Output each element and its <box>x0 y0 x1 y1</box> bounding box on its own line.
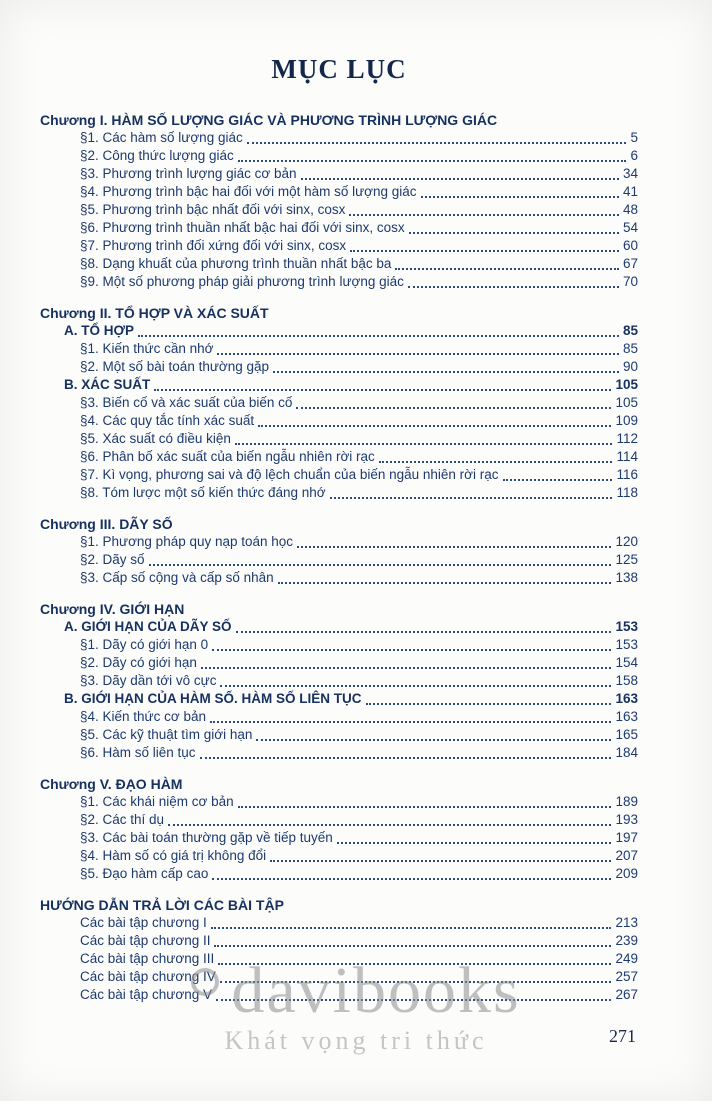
entry-label: §1. Các hàm số lượng giác <box>80 130 243 145</box>
entry-label: Các bài tập chương III <box>80 951 215 966</box>
entry-label: §5. Các kỹ thuật tìm giới hạn <box>80 727 253 742</box>
entry-page-number: 209 <box>615 866 638 881</box>
entry-page-number: 184 <box>615 745 638 760</box>
entry-page-number: 105 <box>615 395 638 410</box>
entry-page-number: 153 <box>615 637 638 652</box>
entry-label: §6. Hàm số liên tục <box>80 745 196 760</box>
entry-page-number: 105 <box>615 377 638 392</box>
toc-entry <box>64 322 638 340</box>
dot-leader <box>212 649 611 651</box>
entry-page-number: 213 <box>615 915 638 930</box>
toc-entry <box>80 466 638 484</box>
entry-page-number: 5 <box>630 130 638 145</box>
dot-leader <box>214 945 611 947</box>
toc-entry <box>80 358 638 376</box>
toc-entry <box>80 219 638 237</box>
dot-leader <box>200 757 612 759</box>
entry-label: §2. Một số bài toán thường gặp <box>80 359 270 374</box>
entry-page-number: 85 <box>622 341 638 356</box>
toc-entry <box>80 533 638 551</box>
page-number: 271 <box>609 1026 636 1046</box>
entry-label: §3. Dãy dần tới vô cực <box>80 673 217 688</box>
dot-leader <box>220 685 611 687</box>
dot-leader <box>273 371 619 373</box>
toc-entry <box>80 165 638 183</box>
toc-entry <box>80 654 638 672</box>
toc-entry <box>80 932 638 950</box>
entry-label: §5. Xác suất có điều kiện <box>80 431 231 446</box>
toc-section <box>40 600 638 762</box>
toc-entry <box>80 255 638 273</box>
entry-page-number: 85 <box>622 323 638 338</box>
entry-label: §6. Phân bố xác suất của biến ngẫu nhiên rời rạc <box>80 449 375 464</box>
entry-page-number: 34 <box>622 166 638 181</box>
entry-label: §3. Cấp số cộng và cấp số nhân <box>80 570 274 585</box>
entry-page-number: 207 <box>615 848 638 863</box>
dot-leader <box>256 739 611 741</box>
entry-label: §7. Phương trình đối xứng đối với sinx, cosx <box>80 238 347 253</box>
entry-page-number: 154 <box>615 655 638 670</box>
toc-section <box>40 775 638 883</box>
toc-entry <box>64 690 638 708</box>
section-heading: Chương IV. GIỚI HẠN <box>40 601 185 617</box>
entry-label: §4. Phương trình bậc hai đối với một hàm số lượng giác <box>80 184 417 199</box>
toc-section <box>40 111 638 291</box>
section-heading: HƯỚNG DẪN TRẢ LỜI CÁC BÀI TẬP <box>40 897 284 913</box>
entry-page-number: 67 <box>622 256 638 271</box>
entry-label: Các bài tập chương II <box>80 933 211 948</box>
toc-entry <box>80 237 638 255</box>
entry-label: A. TỔ HỢP <box>64 323 135 338</box>
toc-section <box>40 515 638 587</box>
entry-label: §7. Kì vọng, phương sai và độ lệch chuẩn của biến ngẫu nhiên rời rạc <box>80 467 499 482</box>
entry-label: §2. Dãy có giới hạn <box>80 655 197 670</box>
dot-leader <box>301 178 619 180</box>
entry-page-number: 158 <box>615 673 638 688</box>
dot-leader <box>217 353 618 355</box>
watermark-brand: davibooks <box>231 954 521 1027</box>
entry-label: §1. Dãy có giới hạn 0 <box>80 637 209 652</box>
dot-leader <box>421 196 619 198</box>
entry-page-number: 70 <box>622 274 638 289</box>
entry-page-number: 249 <box>615 951 638 966</box>
toc-entry <box>80 430 638 448</box>
toc-section <box>40 304 638 502</box>
entry-page-number: 165 <box>615 727 638 742</box>
entry-page-number: 189 <box>615 794 638 809</box>
toc-entry <box>80 708 638 726</box>
toc-entry <box>64 376 638 394</box>
entry-page-number: 120 <box>615 534 638 549</box>
dot-leader <box>212 878 611 880</box>
entry-label: §1. Kiến thức cần nhớ <box>80 341 214 356</box>
toc-entry <box>80 950 638 968</box>
toc-entry <box>80 811 638 829</box>
dot-leader <box>154 389 611 391</box>
toc-entry <box>80 129 638 147</box>
entry-label: B. XÁC SUẤT <box>64 377 151 392</box>
dot-leader <box>138 335 619 337</box>
entry-page-number: 197 <box>615 830 638 845</box>
section-heading: Chương V. ĐẠO HÀM <box>40 776 183 792</box>
dot-leader <box>408 286 619 288</box>
toc-entry <box>80 672 638 690</box>
page-title: MỤC LỤC <box>271 54 407 84</box>
entry-label: Các bài tập chương I <box>80 915 207 930</box>
entry-label: §4. Kiến thức cơ bản <box>80 709 206 724</box>
entry-label: §2. Công thức lượng giác <box>80 148 234 163</box>
entry-page-number: 41 <box>622 184 638 199</box>
entry-page-number: 48 <box>622 202 638 217</box>
dot-leader <box>337 842 612 844</box>
table-of-contents <box>40 111 638 1004</box>
dot-leader <box>296 407 611 409</box>
dot-leader <box>216 999 612 1001</box>
dot-leader <box>366 703 612 705</box>
toc-entry <box>80 448 638 466</box>
toc-entry <box>80 865 638 883</box>
dot-leader <box>149 564 612 566</box>
entry-label: §2. Dãy số <box>80 552 145 567</box>
entry-label: §3. Biến cố và xác suất của biến cố <box>80 395 293 410</box>
entry-page-number: 116 <box>616 467 638 482</box>
entry-label: §5. Phương trình bậc nhất đối với sinx, cosx <box>80 202 346 217</box>
entry-label: §6. Phương trình thuần nhất bậc hai đối với sinx, cosx <box>80 220 405 235</box>
entry-label: §2. Các thí dụ <box>80 812 165 827</box>
entry-label: §3. Các bài toán thường gặp về tiếp tuyến <box>80 830 333 845</box>
entry-page-number: 193 <box>615 812 638 827</box>
entry-page-number: 153 <box>615 619 638 634</box>
toc-entry <box>80 201 638 219</box>
entry-page-number: 6 <box>630 148 638 163</box>
toc-entry <box>80 968 638 986</box>
dot-leader <box>235 443 613 445</box>
toc-entry <box>80 726 638 744</box>
toc-entry <box>80 412 638 430</box>
watermark-slogan: Khát vọng tri thức <box>224 1026 488 1055</box>
entry-label: §1. Phương pháp quy nạp toán học <box>80 534 294 549</box>
toc-entry <box>80 847 638 865</box>
toc-entry <box>80 551 638 569</box>
toc-entry <box>80 484 638 502</box>
dot-leader <box>270 860 611 862</box>
dot-leader <box>278 582 612 584</box>
entry-label: §1. Các khái niệm cơ bản <box>80 794 234 809</box>
entry-label: B. GIỚI HẠN CỦA HÀM SỐ. HÀM SỐ LIÊN TỤC <box>64 691 362 706</box>
dot-leader <box>220 981 612 983</box>
dot-leader <box>258 425 611 427</box>
entry-page-number: 112 <box>616 431 638 446</box>
entry-label: §9. Một số phương pháp giải phương trình lượng giác <box>80 274 404 289</box>
entry-page-number: 60 <box>622 238 638 253</box>
toc-entry <box>80 394 638 412</box>
toc-section <box>40 896 638 1004</box>
section-heading: Chương II. TỔ HỢP VÀ XÁC SUẤT <box>40 305 269 321</box>
dot-leader <box>168 824 611 826</box>
toc-entry <box>80 829 638 847</box>
section-heading: Chương III. DÃY SỐ <box>40 516 173 532</box>
entry-page-number: 257 <box>615 969 638 984</box>
toc-entry <box>80 986 638 1004</box>
dot-leader <box>409 232 619 234</box>
entry-label: §4. Các quy tắc tính xác suất <box>80 413 255 428</box>
entry-label: §3. Phương trình lượng giác cơ bản <box>80 166 297 181</box>
entry-label: §4. Hàm số có giá trị không đổi <box>80 848 267 863</box>
dot-leader <box>210 721 612 723</box>
entry-page-number: 90 <box>622 359 638 374</box>
dot-leader <box>379 461 613 463</box>
toc-entry <box>80 183 638 201</box>
entry-label: §8. Tóm lược một số kiến thức đáng nhớ <box>80 485 326 500</box>
dot-leader <box>218 963 611 965</box>
dot-leader <box>297 546 611 548</box>
entry-label: §8. Dạng khuất của phương trình thuần nhất bậc ba <box>80 256 392 271</box>
dot-leader <box>395 268 619 270</box>
dot-leader <box>330 497 613 499</box>
toc-entry <box>80 744 638 762</box>
toc-entry <box>80 147 638 165</box>
entry-page-number: 138 <box>615 570 638 585</box>
entry-label: Các bài tập chương V <box>80 987 212 1002</box>
toc-entry <box>64 618 638 636</box>
dot-leader <box>349 214 619 216</box>
entry-page-number: 239 <box>615 933 638 948</box>
dot-leader <box>503 479 613 481</box>
dot-leader <box>247 142 627 144</box>
entry-label: A. GIỚI HẠN CỦA DÃY SỐ <box>64 619 232 634</box>
entry-page-number: 109 <box>615 413 638 428</box>
toc-entry <box>80 914 638 932</box>
dot-leader <box>238 806 612 808</box>
dot-leader <box>201 667 612 669</box>
toc-entry <box>80 340 638 358</box>
entry-label: Các bài tập chương IV <box>80 969 216 984</box>
entry-page-number: 163 <box>615 691 638 706</box>
toc-entry <box>80 569 638 587</box>
dot-leader <box>350 250 619 252</box>
dot-leader <box>211 927 612 929</box>
entry-page-number: 54 <box>622 220 638 235</box>
toc-entry <box>80 636 638 654</box>
entry-label: §5. Đạo hàm cấp cao <box>80 866 209 881</box>
entry-page-number: 267 <box>615 987 638 1002</box>
section-heading: Chương I. HÀM SỐ LƯỢNG GIÁC VÀ PHƯƠNG TRÌNH LƯỢNG GIÁC <box>40 112 498 128</box>
entry-page-number: 163 <box>615 709 638 724</box>
entry-page-number: 125 <box>615 552 638 567</box>
toc-entry <box>80 273 638 291</box>
entry-page-number: 118 <box>616 485 638 500</box>
dot-leader <box>238 160 627 162</box>
dot-leader <box>236 631 612 633</box>
entry-page-number: 114 <box>616 449 638 464</box>
toc-entry <box>80 793 638 811</box>
